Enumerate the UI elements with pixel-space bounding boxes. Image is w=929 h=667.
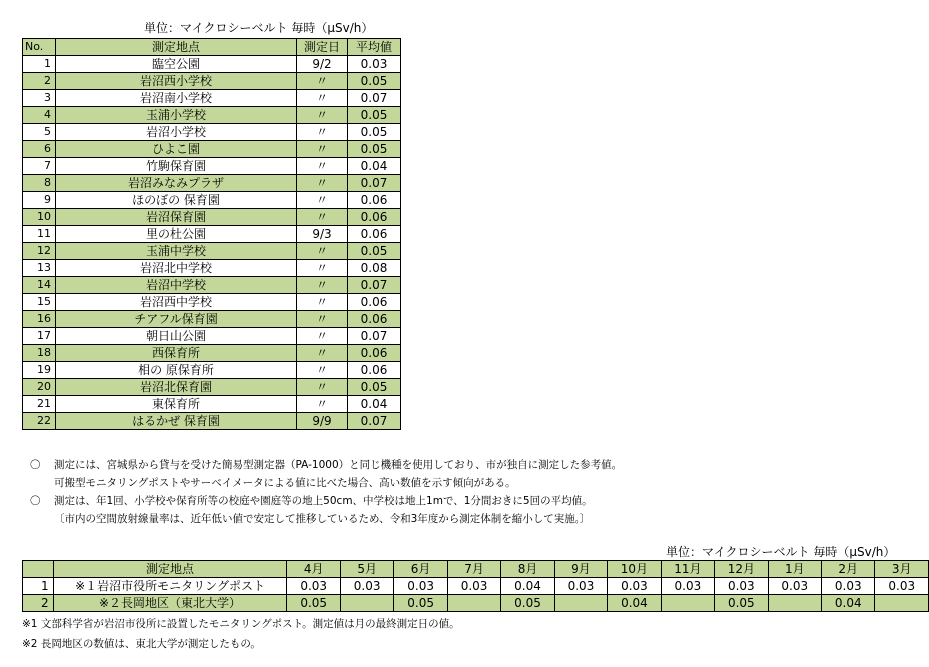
- header-month: 8月: [501, 561, 554, 578]
- table-row: [23, 277, 401, 294]
- table2-unit-label: 単位：マイクロシーベルト 毎時（μSv/h）: [666, 545, 896, 559]
- row-value: 0.04: [348, 396, 401, 413]
- header-month: 1月: [768, 561, 821, 578]
- table-row: [23, 209, 401, 226]
- row-date: 〃: [297, 90, 348, 107]
- row-location: 岩沼中学校: [56, 277, 297, 294]
- row-value: 0.07: [348, 413, 401, 430]
- header-month: 12月: [715, 561, 768, 578]
- row-no: 3: [23, 90, 56, 107]
- header-no-blank: [23, 561, 54, 578]
- row-location: 玉浦中学校: [56, 243, 297, 260]
- row-no: 16: [23, 311, 56, 328]
- table-row: [23, 124, 401, 141]
- month-value: 0.05: [501, 595, 554, 612]
- row-no: 1: [23, 578, 54, 595]
- month-value: 0.03: [715, 578, 768, 595]
- header-average: 平均値: [348, 39, 401, 56]
- note-line: [30, 492, 622, 510]
- note-text: 可搬型モニタリングポストやサーベイメータによる値に比べた場合、高い数値を示す傾向がある。: [54, 477, 516, 489]
- header-location: 測定地点: [56, 39, 297, 56]
- row-value: 0.05: [348, 141, 401, 158]
- row-no: 11: [23, 226, 56, 243]
- month-value: 0.03: [608, 578, 661, 595]
- row-date: 〃: [297, 379, 348, 396]
- month-value: 0.03: [340, 578, 393, 595]
- month-value: 0.05: [715, 595, 768, 612]
- header-no: No.: [23, 39, 56, 56]
- header-month: 9月: [554, 561, 607, 578]
- row-date: 〃: [297, 141, 348, 158]
- row-date: 〃: [297, 396, 348, 413]
- row-location: はるかぜ 保育園: [56, 413, 297, 430]
- row-location: 朝日山公園: [56, 328, 297, 345]
- row-no: 18: [23, 345, 56, 362]
- month-value: 0.03: [768, 578, 821, 595]
- note-line: [30, 474, 622, 492]
- row-no: 5: [23, 124, 56, 141]
- row-value: 0.07: [348, 175, 401, 192]
- bullet-icon: 〇: [30, 495, 41, 507]
- row-no: 6: [23, 141, 56, 158]
- footnote-2: ※2 長岡地区の数値は、東北大学が測定したもの。: [22, 638, 261, 650]
- table-row: [23, 158, 401, 175]
- table-row: [23, 73, 401, 90]
- row-location: 玉浦小学校: [56, 107, 297, 124]
- row-location: ひよこ園: [56, 141, 297, 158]
- row-date: 〃: [297, 243, 348, 260]
- row-no: 17: [23, 328, 56, 345]
- month-value: 0.05: [394, 595, 447, 612]
- row-location: 臨空公園: [56, 56, 297, 73]
- table-row: [23, 107, 401, 124]
- table-row: [23, 413, 401, 430]
- row-location: 岩沼小学校: [56, 124, 297, 141]
- table-row: [23, 90, 401, 107]
- table-row: [23, 362, 401, 379]
- row-location: 里の杜公園: [56, 226, 297, 243]
- row-no: 20: [23, 379, 56, 396]
- row-location: 岩沼南小学校: [56, 90, 297, 107]
- row-date: 9/3: [297, 226, 348, 243]
- table-row: [23, 328, 401, 345]
- row-location: 岩沼西中学校: [56, 294, 297, 311]
- table-row: [23, 311, 401, 328]
- table-row: [23, 192, 401, 209]
- row-date: 9/9: [297, 413, 348, 430]
- row-date: 〃: [297, 124, 348, 141]
- row-date: 〃: [297, 260, 348, 277]
- header-month: 10月: [608, 561, 661, 578]
- row-date: 〃: [297, 73, 348, 90]
- row-no: 2: [23, 73, 56, 90]
- row-value: 0.06: [348, 294, 401, 311]
- month-value: 0.03: [447, 578, 500, 595]
- row-location: 岩沼みなみプラザ: [56, 175, 297, 192]
- table1-unit-label: 単位：マイクロシーベルト 毎時（μSv/h）: [144, 21, 374, 35]
- monthly-header-row: [23, 561, 929, 578]
- row-date: 〃: [297, 107, 348, 124]
- table-row: [23, 578, 929, 595]
- row-no: 14: [23, 277, 56, 294]
- row-date: 〃: [297, 175, 348, 192]
- month-value: [447, 595, 500, 612]
- row-location: ※２長岡地区（東北大学）: [53, 595, 287, 612]
- measurement-table-body: [23, 56, 401, 430]
- row-location: 岩沼西小学校: [56, 73, 297, 90]
- monthly-table: [22, 560, 929, 612]
- row-location: ※１岩沼市役所モニタリングポスト: [53, 578, 287, 595]
- month-value: 0.03: [822, 578, 875, 595]
- table-row: [23, 175, 401, 192]
- row-value: 0.06: [348, 311, 401, 328]
- row-value: 0.06: [348, 226, 401, 243]
- row-location: 相の 原保育所: [56, 362, 297, 379]
- month-value: 0.05: [287, 595, 340, 612]
- header-month: 4月: [287, 561, 340, 578]
- month-value: 0.03: [875, 578, 929, 595]
- header-date: 測定日: [297, 39, 348, 56]
- header-location: 測定地点: [53, 561, 287, 578]
- row-value: 0.06: [348, 192, 401, 209]
- table-row: [23, 595, 929, 612]
- row-no: 9: [23, 192, 56, 209]
- row-no: 1: [23, 56, 56, 73]
- row-value: 0.07: [348, 328, 401, 345]
- row-no: 10: [23, 209, 56, 226]
- row-no: 22: [23, 413, 56, 430]
- month-value: 0.03: [661, 578, 714, 595]
- note-text: 〔市内の空間放射線量率は、近年低い値で安定して推移しているため、令和3年度から測定体制を縮小して実施。〕: [54, 513, 591, 525]
- row-value: 0.08: [348, 260, 401, 277]
- month-value: 0.04: [501, 578, 554, 595]
- bullet-icon: 〇: [30, 459, 41, 471]
- row-location: 東保育所: [56, 396, 297, 413]
- row-value: 0.04: [348, 158, 401, 175]
- row-no: 2: [23, 595, 54, 612]
- note-line: [30, 456, 622, 474]
- row-no: 21: [23, 396, 56, 413]
- notes-section: [30, 456, 622, 528]
- row-location: ほのぼの 保育園: [56, 192, 297, 209]
- footnote-1: ※1 文部科学省が岩沼市役所に設置したモニタリングポスト。測定値は月の最終測定日の値。: [22, 618, 460, 630]
- row-value: 0.07: [348, 90, 401, 107]
- table-row: [23, 294, 401, 311]
- row-value: 0.05: [348, 73, 401, 90]
- header-month: 6月: [394, 561, 447, 578]
- month-value: 0.04: [822, 595, 875, 612]
- note-text: 測定には、宮城県から貸与を受けた簡易型測定器（PA-1000）と同じ機種を使用しており、市が独自に測定した参考値。: [54, 459, 623, 471]
- row-date: 〃: [297, 311, 348, 328]
- header-month: 7月: [447, 561, 500, 578]
- table-row: [23, 141, 401, 158]
- row-date: 〃: [297, 192, 348, 209]
- row-value: 0.05: [348, 107, 401, 124]
- row-value: 0.06: [348, 209, 401, 226]
- month-value: [554, 595, 607, 612]
- table-row: [23, 56, 401, 73]
- row-value: 0.06: [348, 345, 401, 362]
- note-line: [30, 510, 622, 528]
- row-value: 0.05: [348, 124, 401, 141]
- row-date: 〃: [297, 209, 348, 226]
- month-value: 0.04: [608, 595, 661, 612]
- row-no: 19: [23, 362, 56, 379]
- monthly-table-body: [23, 578, 929, 612]
- month-value: 0.03: [394, 578, 447, 595]
- table-row: [23, 345, 401, 362]
- row-location: 岩沼北保育園: [56, 379, 297, 396]
- row-date: 〃: [297, 345, 348, 362]
- row-no: 7: [23, 158, 56, 175]
- header-month: 3月: [875, 561, 929, 578]
- table-header-row: [23, 39, 401, 56]
- table-row: [23, 396, 401, 413]
- table-row: [23, 379, 401, 396]
- month-value: [875, 595, 929, 612]
- row-date: 〃: [297, 277, 348, 294]
- month-value: 0.03: [554, 578, 607, 595]
- row-date: 〃: [297, 158, 348, 175]
- row-value: 0.06: [348, 362, 401, 379]
- row-no: 4: [23, 107, 56, 124]
- month-value: 0.03: [287, 578, 340, 595]
- month-value: [340, 595, 393, 612]
- month-value: [661, 595, 714, 612]
- row-value: 0.03: [348, 56, 401, 73]
- row-value: 0.05: [348, 379, 401, 396]
- row-no: 13: [23, 260, 56, 277]
- table-row: [23, 260, 401, 277]
- row-value: 0.05: [348, 243, 401, 260]
- footnotes-section: [22, 614, 460, 654]
- month-value: [768, 595, 821, 612]
- row-date: 〃: [297, 328, 348, 345]
- row-date: 9/2: [297, 56, 348, 73]
- row-no: 12: [23, 243, 56, 260]
- row-location: チアフル保育園: [56, 311, 297, 328]
- row-no: 8: [23, 175, 56, 192]
- row-date: 〃: [297, 294, 348, 311]
- row-location: 岩沼北中学校: [56, 260, 297, 277]
- note-text: 測定は、年1回、小学校や保育所等の校庭や園庭等の地上50cm、中学校は地上1mで、1分間おきに5回の平均値。: [54, 495, 593, 507]
- row-value: 0.07: [348, 277, 401, 294]
- header-month: 2月: [822, 561, 875, 578]
- table-row: [23, 226, 401, 243]
- measurement-table: [22, 38, 401, 430]
- table-row: [23, 243, 401, 260]
- header-month: 11月: [661, 561, 714, 578]
- header-month: 5月: [340, 561, 393, 578]
- row-no: 15: [23, 294, 56, 311]
- row-location: 西保育所: [56, 345, 297, 362]
- row-location: 竹駒保育園: [56, 158, 297, 175]
- row-location: 岩沼保育園: [56, 209, 297, 226]
- row-date: 〃: [297, 362, 348, 379]
